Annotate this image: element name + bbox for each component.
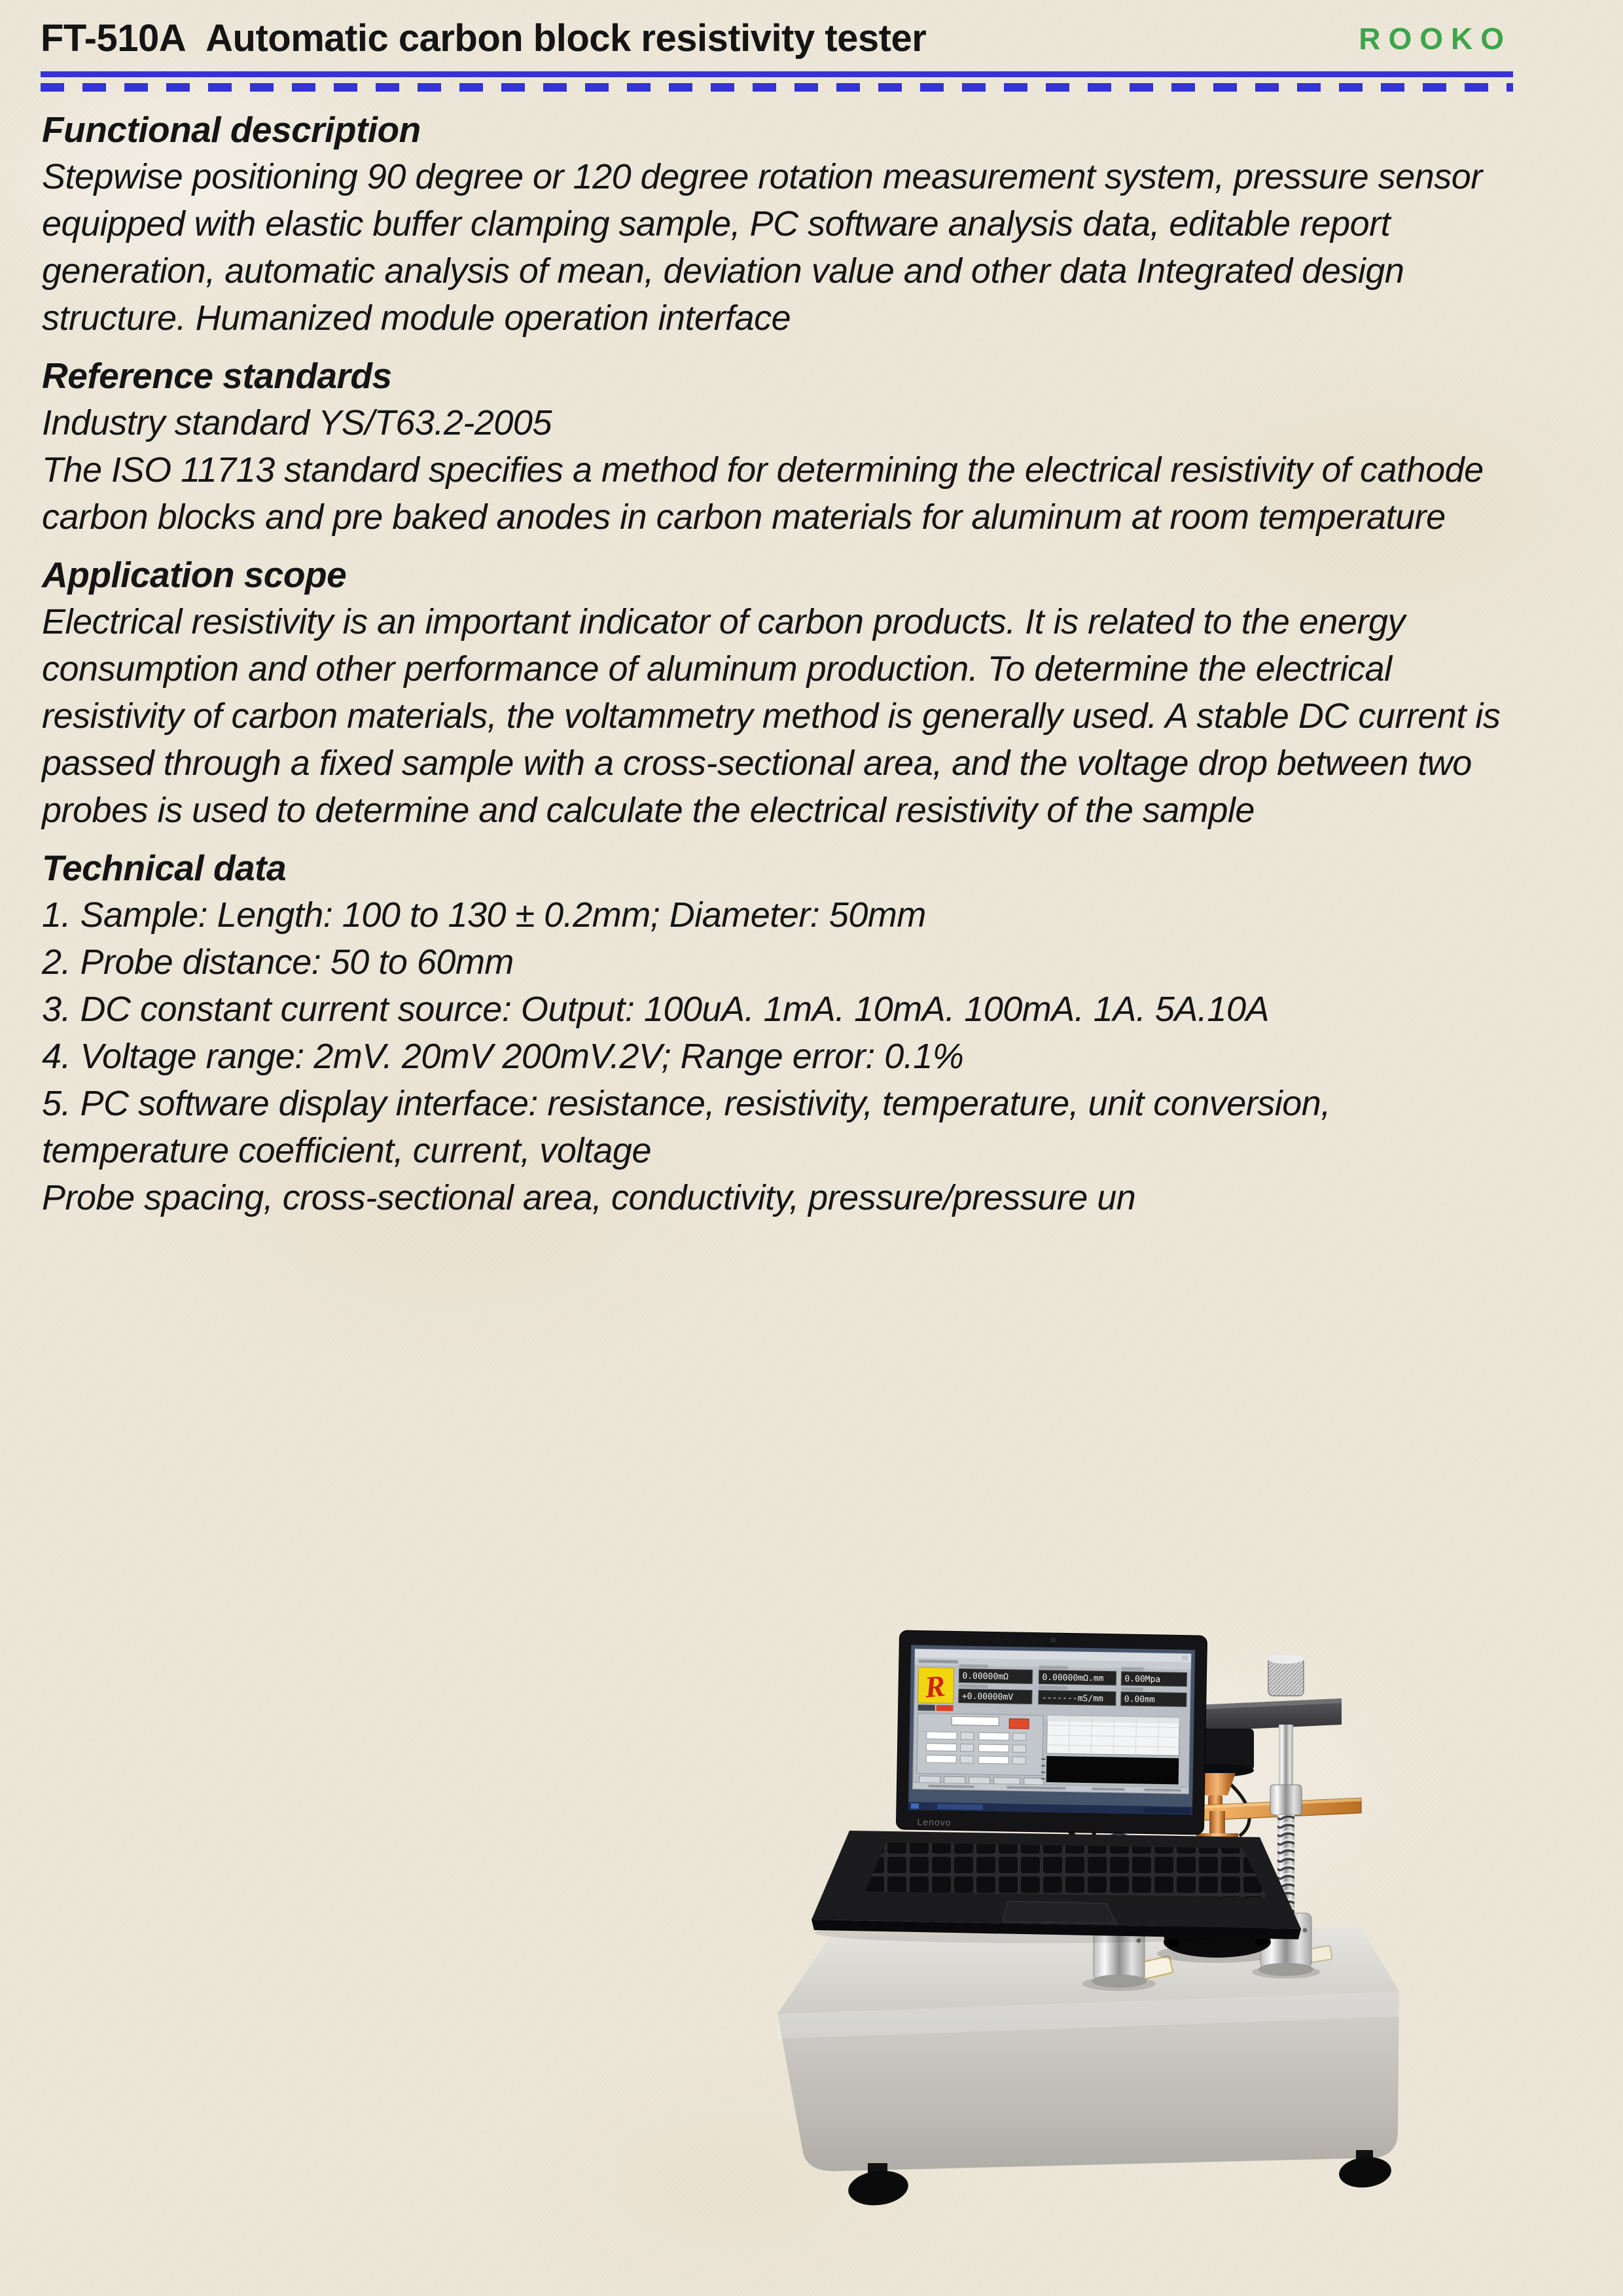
equipment-illustration (753, 1600, 1407, 2222)
stop-button (1009, 1719, 1029, 1729)
input-field (926, 1744, 956, 1751)
section-paragraph: Electrical resistivity is an important indicator of carbon products. It is related to the energy consumption and other performance of aluminum production. To determine the electrical resistivity of carbon materials, the voltammetry method is generally used. A stable DC current is passed through a fixed sample with a cross-sectional area, and the voltage drop between two probes is used to determine and calculate the electrical resistivity of the sample (42, 601, 1501, 830)
alarm-chip (936, 1705, 954, 1711)
equipment-photo (753, 1600, 1407, 2222)
laptop-touchpad (1003, 1901, 1116, 1924)
taskbar-item (937, 1804, 983, 1810)
tech-item-sample: 1. Sample: Length: 100 to 130 ± 0.2mm; Diameter: 50mm (42, 895, 926, 935)
software-logo (918, 1667, 954, 1704)
divider-dashed-line (41, 83, 1513, 92)
measurement-software-window (908, 1649, 1195, 1815)
page-title (41, 17, 926, 61)
readout-pressure: 0.00Mpa (1124, 1674, 1161, 1685)
input-field (978, 1756, 1008, 1764)
input-field (978, 1744, 1008, 1752)
section-heading: Technical data (42, 847, 287, 888)
section-paragraph: The ISO 11713 standard specifies a method for determining the electrical resistivity of cathode carbon blocks and pre baked anodes in carbon materials for aluminum at room temperature (42, 450, 1484, 537)
laptop-logo: Lenovo (917, 1816, 952, 1828)
knurled-knob-right (1268, 1655, 1304, 1696)
status-chip (918, 1704, 935, 1710)
section-application-scope (42, 551, 1525, 834)
section-heading: Reference standards (42, 355, 392, 396)
input-field (927, 1732, 957, 1740)
readout-conductivity: -------mS/mm (1041, 1693, 1103, 1704)
tech-item-probe-distance: 2. Probe distance: 50 to 60mm (42, 942, 514, 982)
waveform-display (1046, 1756, 1179, 1785)
brand-logo: ROOKO (1359, 22, 1512, 56)
tech-item-current-source: 3. DC constant current source: Output: 100uA. 1mA. 10mA. 100mA. 1A. 5A.10A (42, 989, 1269, 1029)
section-heading: Application scope (42, 554, 347, 595)
title-row (41, 17, 1512, 61)
svg-text:R: R (923, 1668, 947, 1704)
divider-solid-line (41, 71, 1513, 77)
section-functional-description (42, 106, 1525, 342)
laptop-keyboard (865, 1842, 1267, 1897)
section-technical-data (42, 844, 1525, 1221)
graph-area (1041, 1715, 1180, 1785)
tech-item-software-interface: 5. PC software display interface: resistance, resistivity, temperature, unit conversion, temperature coefficient, current, voltage (42, 1083, 1330, 1170)
document-body (0, 106, 1623, 1221)
section-paragraph: Stepwise positioning 90 degree or 120 degree rotation measurement system, pressure sensor equipped with elastic buffer clamping sample, PC software analysis data, editable report generation, automatic analysis of mean, deviation value and other data Integrated design structure. Humanized module operation interface (42, 156, 1482, 338)
system-tray (1144, 1808, 1190, 1814)
start-button (911, 1803, 919, 1808)
readout-voltage: +0.00000mV (961, 1691, 1014, 1702)
readout-resistance: 0.00000mΩ (962, 1671, 1009, 1682)
page-header (0, 0, 1623, 92)
tech-item-voltage-range: 4. Voltage range: 2mV. 20mV 200mV.2V; Range error: 0.1% (42, 1036, 964, 1076)
laptop-screen (896, 1630, 1207, 1835)
plate-collar-right (1270, 1785, 1302, 1815)
control-panel (917, 1713, 1044, 1775)
title-text: Automatic carbon block resistivity tester (205, 17, 927, 60)
section-paragraph: Industry standard YS/T63.2-2005 (42, 403, 552, 442)
section-heading: Functional description (42, 109, 421, 150)
input-field (926, 1755, 956, 1763)
model-number: FT-510A (41, 17, 187, 60)
readout-resistivity: 0.00000mΩ.mm (1042, 1672, 1104, 1684)
mode-dropdown (952, 1716, 999, 1725)
tech-item-probe-spacing: Probe spacing, cross-sectional area, conductivity, pressure/pressure un (42, 1177, 1136, 1217)
input-field (979, 1732, 1009, 1740)
warning-sticker (1310, 1945, 1332, 1962)
readout-displacement: 0.00mm (1124, 1694, 1155, 1705)
section-reference-standards (42, 352, 1525, 541)
